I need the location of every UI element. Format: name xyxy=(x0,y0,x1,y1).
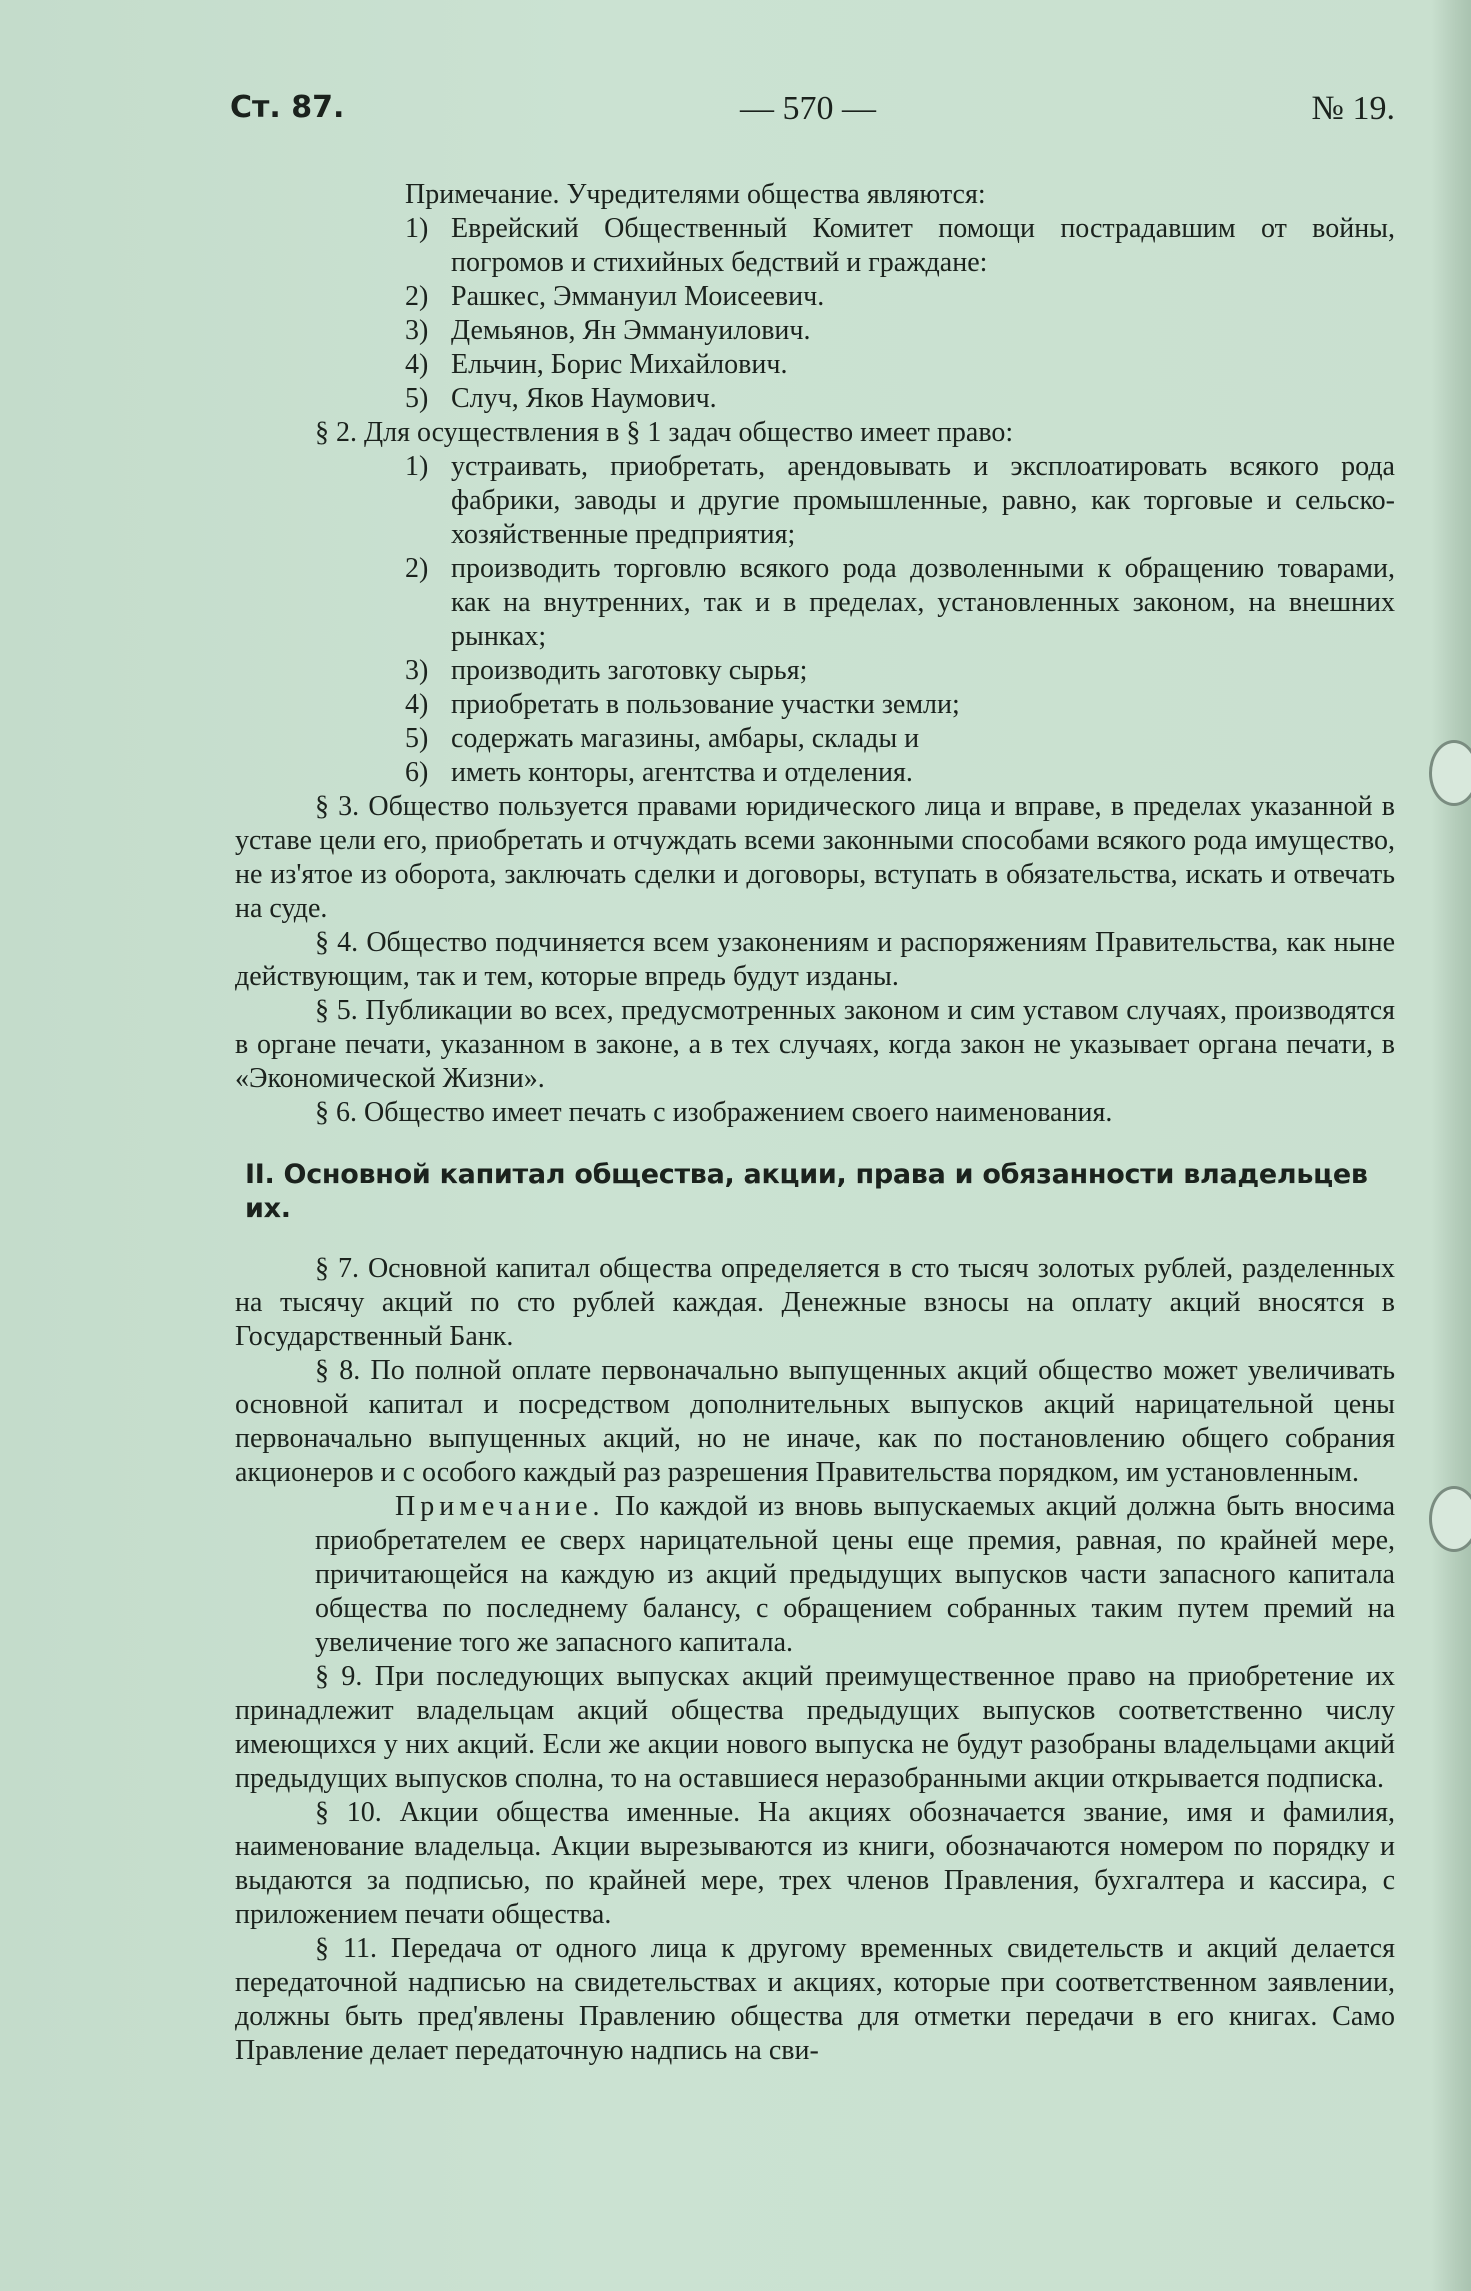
list-text: Еврейский Общественный Комитет помощи пострадавшим от войны, погромов и стихийных бедствий и граждане: xyxy=(451,213,1395,278)
list-number: 5) xyxy=(405,383,429,414)
list-item xyxy=(405,212,1395,280)
list-text: устраивать, приобретать, арендовывать и эксплоатировать всякого рода фабрики, заводы и другие промышленные, равно, как торговые и сельско-хозяйственные предприятия; xyxy=(451,451,1395,550)
founders-list xyxy=(235,212,1395,416)
section-11: § 11. Передача от одного лица к другому временных свидетельств и акций делается передаточной надписью на свидетельствах и акциях, которые при соответственном заявлении, должны быть пред'явлены Правлению общества для отметки передачи в его книгах. Само Правление делает передаточную надпись на сви- xyxy=(235,1933,1395,2066)
list-text: производить заготовку сырья; xyxy=(451,655,808,686)
note-title: Примечание. xyxy=(395,1491,605,1522)
founders-note-intro xyxy=(405,178,1395,212)
page-header xyxy=(230,90,1395,140)
list-number: 2) xyxy=(405,553,429,584)
list-item xyxy=(405,280,1395,314)
section-4: § 4. Общество подчиняется всем узаконениям и распоряжениям Правительства, как ныне действующим, так и тем, которые впредь будут изданы. xyxy=(235,927,1395,992)
list-item xyxy=(405,654,1395,688)
section-9: § 9. При последующих выпусках акций преимущественное право на приобретение их принадлежит владельцам акций общества предыдущих выпусков соответственно числу имеющихся у них акций. Если же акции нового выпуска не будут разобраны владельцами акций предыдущих выпусков сполна, то на оставшиеся неразобранными акции открывается подписка. xyxy=(235,1661,1395,1794)
note-title: Примечание. xyxy=(405,179,560,210)
chapter-heading: II. Основной капитал общества, акции, права и обязанности владельцев их. xyxy=(245,1159,1368,1224)
section-5: § 5. Публикации во всех, предусмотренных законом и сим уставом случаях, производятся в органе печати, указанном в законе, а в тех случаях, когда закон не указывает органа печати, в «Экономической Жизни». xyxy=(235,995,1395,1094)
punch-hole-lower xyxy=(1429,1486,1471,1552)
list-item xyxy=(405,450,1395,552)
list-item xyxy=(405,314,1395,348)
founders-note xyxy=(235,178,1395,212)
section-6: § 6. Общество имеет печать с изображением своего наименования. xyxy=(315,1097,1113,1128)
list-item xyxy=(405,688,1395,722)
list-number: 4) xyxy=(405,349,429,380)
section-8: § 8. По полной оплате первоначально выпущенных акций общество может увеличивать основной капитал и посредством дополнительных выпусков акций нарицательной цены первоначально выпущенных акций, но не иначе, как по постановлению общего собрания акционеров и с особого каждый раз разрешения Правительства порядком, им установленным. xyxy=(235,1355,1395,1488)
note-text: По каждой из вновь выпускаемых акций должна быть вносима приобретателем ее сверх нарицательной цены еще премия, равная, по крайней мере, причитающейся на каждую из акций предыдущих выпусков части запасного капитала общества по последнему балансу, с обращением собранных таким путем премий на увеличение того же запасного капитала. xyxy=(315,1491,1395,1658)
issue-number: № 19. xyxy=(1311,90,1395,127)
list-item xyxy=(405,756,1395,790)
list-text: Случ, Яков Наумович. xyxy=(451,383,717,414)
section-2: § 2. Для осуществления в § 1 задач общество имеет право: xyxy=(315,417,1014,448)
rights-list xyxy=(235,450,1395,790)
punch-hole-upper xyxy=(1429,740,1471,806)
page-edge-shadow xyxy=(1431,0,1471,2291)
list-number: 1) xyxy=(405,451,429,482)
list-item xyxy=(405,348,1395,382)
list-number: 3) xyxy=(405,315,429,346)
list-number: 4) xyxy=(405,689,429,720)
list-text: содержать магазины, амбары, склады и xyxy=(451,723,920,754)
list-text: Рашкес, Эммануил Моисеевич. xyxy=(451,281,825,312)
list-item xyxy=(405,552,1395,654)
list-item xyxy=(405,722,1395,756)
list-text: приобретать в пользование участки земли; xyxy=(451,689,960,720)
list-number: 2) xyxy=(405,281,429,312)
list-number: 5) xyxy=(405,723,429,754)
list-number: 6) xyxy=(405,757,429,788)
section-7: § 7. Основной капитал общества определяется в сто тысяч золотых рублей, разделенных на тысячу акций по сто рублей каждая. Денежные взносы на оплату акций вносятся в Государственный Банк. xyxy=(235,1253,1395,1352)
premium-note xyxy=(235,1490,1395,1660)
section-3: § 3. Общество пользуется правами юридического лица и вправе, в пределах указанной в уставе цели его, приобретать и отчуждать всеми законными способами всякого рода имущество, не из'ятое из оборота, заключать сделки и договоры, вступать в обязательства, искать и отвечать на суде. xyxy=(235,791,1395,924)
list-text: производить торговлю всякого рода дозволенными к обращению товарами, как на внутренних, так и в пределах, установленных законом, на внешних рынках; xyxy=(451,553,1395,652)
note-text: Учредителями общества являются: xyxy=(566,179,986,210)
document-body xyxy=(235,178,1395,2068)
page-number: — 570 — xyxy=(740,90,876,127)
section-10: § 10. Акции общества именные. На акциях обозначается звание, имя и фамилия, наименование владельца. Акции вырезываются из книги, обозначаются номером по порядку и выдаются за подписью, по крайней мере, трех членов Правления, бухгалтера и кассира, с приложением печати общества. xyxy=(235,1797,1395,1930)
list-number: 3) xyxy=(405,655,429,686)
list-text: Ельчин, Борис Михайлович. xyxy=(451,349,788,380)
list-text: иметь конторы, агентства и отделения. xyxy=(451,757,913,788)
list-number: 1) xyxy=(405,213,429,244)
article-number: Ст. 87. xyxy=(230,90,345,125)
list-item xyxy=(405,382,1395,416)
list-text: Демьянов, Ян Эммануилович. xyxy=(451,315,811,346)
